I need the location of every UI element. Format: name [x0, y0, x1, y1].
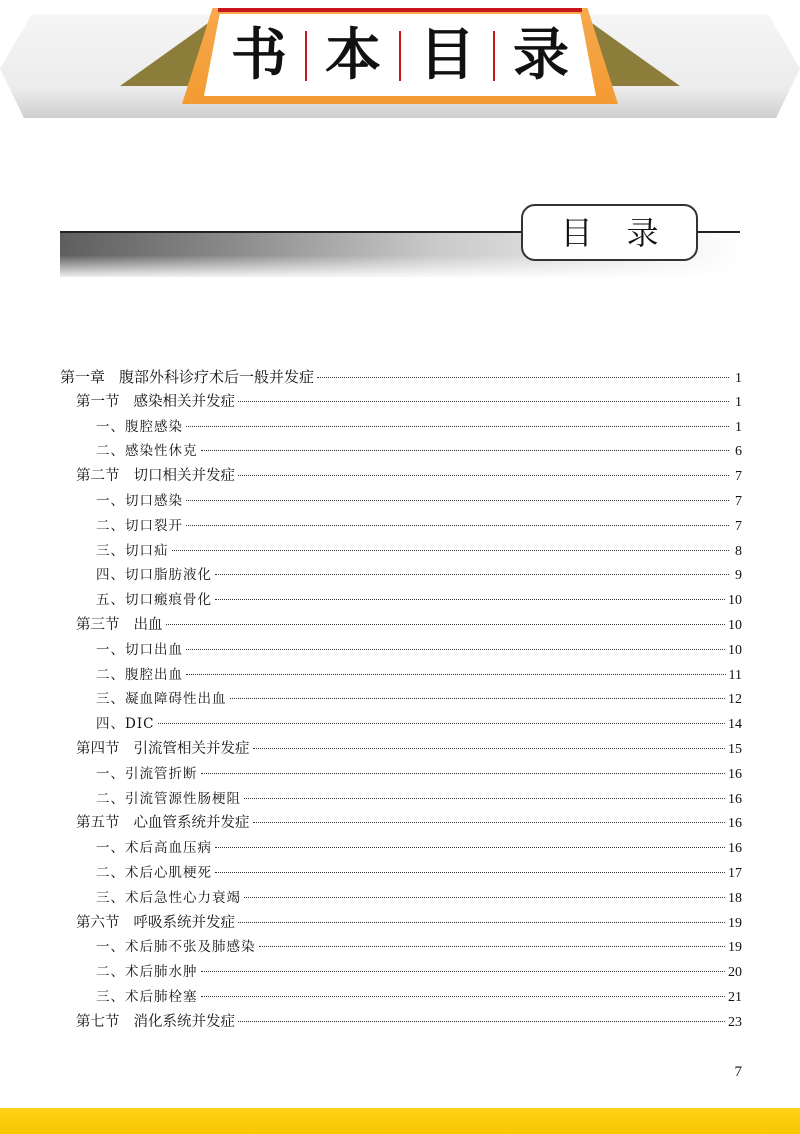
- footer-yellow-bar: [0, 1108, 800, 1134]
- toc-number: 三、: [96, 988, 125, 1005]
- toc-number: 一、: [96, 840, 125, 857]
- toc-dot-leader: [201, 971, 726, 972]
- toc-page-number: 15: [728, 741, 742, 757]
- page-number: 7: [734, 1064, 742, 1080]
- contents-heading-char: 录: [626, 213, 659, 252]
- toc-page-number: 1: [735, 419, 742, 435]
- toc-item-row[interactable]: [60, 514, 742, 539]
- toc-number: 第一章: [60, 368, 106, 386]
- toc-page-number: 16: [728, 766, 742, 782]
- toc-dot-leader: [244, 798, 725, 799]
- toc-title: 切口脂肪液化: [125, 567, 212, 584]
- toc-title: 心血管系统并发症: [133, 815, 250, 832]
- toc-dot-leader: [238, 922, 725, 923]
- toc-page-number: 16: [728, 791, 742, 807]
- toc-title: 术后肺水肿: [125, 964, 198, 981]
- toc-item-row[interactable]: [60, 861, 742, 886]
- toc-number: 二、: [96, 964, 125, 981]
- toc-number: 第四节: [76, 740, 120, 757]
- toc-dot-leader: [253, 822, 726, 823]
- toc-number: 三、: [96, 542, 125, 559]
- toc-number: 二、: [96, 790, 125, 807]
- toc-dot-leader: [186, 525, 729, 526]
- toc-page-number: 6: [735, 444, 742, 460]
- toc-item-row[interactable]: [60, 985, 742, 1010]
- toc-dot-leader: [238, 401, 729, 402]
- toc-section-row[interactable]: [60, 390, 742, 415]
- toc-dot-leader: [201, 450, 730, 451]
- toc-title: 术后肺不张及肺感染: [125, 939, 256, 956]
- toc-number: 一、: [96, 492, 125, 509]
- toc-page-number: 10: [728, 617, 742, 633]
- table-of-contents: [60, 365, 742, 1035]
- toc-section-row[interactable]: [60, 737, 742, 762]
- toc-item-row[interactable]: [60, 439, 742, 464]
- toc-title: 切口瘢痕骨化: [125, 592, 212, 609]
- toc-title: 切口裂开: [125, 517, 183, 534]
- toc-title: 感染相关并发症: [133, 393, 235, 410]
- toc-dot-leader: [172, 550, 730, 551]
- toc-dot-leader: [244, 897, 725, 898]
- toc-dot-leader: [186, 500, 729, 501]
- toc-number: 三、: [96, 691, 125, 708]
- toc-page-number: 7: [735, 518, 742, 534]
- toc-title: 切口感染: [125, 492, 183, 509]
- toc-dot-leader: [166, 624, 726, 625]
- toc-item-row[interactable]: [60, 836, 742, 861]
- toc-page-number: 11: [728, 667, 742, 683]
- toc-item-row[interactable]: [60, 539, 742, 564]
- contents-heading-char: 目: [560, 213, 593, 252]
- toc-number: 第一节: [76, 393, 120, 410]
- toc-page-number: 10: [728, 642, 742, 658]
- toc-title: 引流管相关并发症: [133, 740, 250, 757]
- toc-title: 呼吸系统并发症: [133, 914, 235, 931]
- toc-dot-leader: [259, 946, 726, 947]
- toc-item-row[interactable]: [60, 588, 742, 613]
- toc-number: 五、: [96, 592, 125, 609]
- toc-dot-leader: [238, 1021, 725, 1022]
- banner-red-line: [218, 8, 582, 12]
- banner-char: 书: [231, 23, 287, 88]
- toc-item-row[interactable]: [60, 886, 742, 911]
- toc-number: 一、: [96, 641, 125, 658]
- toc-page-number: 17: [728, 865, 742, 881]
- toc-title: 消化系统并发症: [133, 1013, 235, 1030]
- toc-page-number: 20: [728, 965, 742, 981]
- toc-title: 术后急性心力衰竭: [125, 889, 241, 906]
- toc-item-row[interactable]: [60, 563, 742, 588]
- toc-item-row[interactable]: [60, 687, 742, 712]
- toc-item-row[interactable]: [60, 935, 742, 960]
- toc-item-row[interactable]: [60, 712, 742, 737]
- toc-page-number: 19: [728, 915, 742, 931]
- banner-char: 本: [325, 23, 381, 88]
- toc-number: 四、: [96, 716, 125, 733]
- toc-page-number: 16: [728, 816, 742, 832]
- toc-title: 切口相关并发症: [133, 468, 235, 485]
- toc-dot-leader: [238, 475, 729, 476]
- toc-dot-leader: [186, 649, 725, 650]
- toc-page-number: 23: [728, 1014, 742, 1030]
- toc-dot-leader: [158, 723, 726, 724]
- toc-title: 切口疝: [125, 542, 169, 559]
- toc-number: 一、: [96, 939, 125, 956]
- toc-chapter-row[interactable]: [60, 365, 742, 390]
- toc-dot-leader: [253, 748, 726, 749]
- toc-page-number: 16: [728, 841, 742, 857]
- toc-number: 二、: [96, 443, 125, 460]
- banner-title: [212, 20, 588, 92]
- toc-title: 引流管源性肠梗阻: [125, 790, 241, 807]
- toc-page-number: 7: [735, 493, 742, 509]
- toc-section-row[interactable]: [60, 911, 742, 936]
- top-banner: [0, 0, 800, 130]
- toc-number: 第六节: [76, 914, 120, 931]
- toc-item-row[interactable]: [60, 960, 742, 985]
- toc-title: 腹部外科诊疗术后一般并发症: [119, 368, 315, 386]
- toc-title: 感染性休克: [125, 443, 198, 460]
- contents-heading: [521, 204, 698, 261]
- toc-title: 术后高血压病: [125, 840, 212, 857]
- toc-title: 腹腔感染: [125, 418, 183, 435]
- toc-number: 一、: [96, 418, 125, 435]
- toc-title: DIC: [125, 716, 155, 733]
- toc-title: 引流管折断: [125, 765, 198, 782]
- toc-section-row[interactable]: [60, 613, 742, 638]
- toc-number: 一、: [96, 765, 125, 782]
- toc-page-number: 7: [735, 469, 742, 485]
- toc-title: 术后心肌梗死: [125, 864, 212, 881]
- toc-dot-leader: [186, 674, 726, 675]
- banner-char: 目: [419, 23, 475, 88]
- toc-page-number: 12: [728, 692, 742, 708]
- toc-page-number: 1: [735, 371, 742, 386]
- toc-page-number: 8: [735, 543, 742, 559]
- toc-page-number: 9: [735, 568, 742, 584]
- toc-dot-leader: [230, 698, 726, 699]
- toc-dot-leader: [215, 847, 725, 848]
- toc-number: 三、: [96, 889, 125, 906]
- toc-item-row[interactable]: [60, 489, 742, 514]
- toc-number: 第三节: [76, 616, 120, 633]
- toc-title: 凝血障碍性出血: [125, 691, 227, 708]
- toc-item-row[interactable]: [60, 787, 742, 812]
- toc-page-number: 18: [728, 890, 742, 906]
- toc-title: 切口出血: [125, 641, 183, 658]
- toc-number: 二、: [96, 666, 125, 683]
- toc-item-row[interactable]: [60, 415, 742, 440]
- toc-section-row[interactable]: [60, 1010, 742, 1035]
- banner-char: 录: [513, 23, 569, 88]
- toc-page-number: 10: [728, 593, 742, 609]
- toc-number: 二、: [96, 517, 125, 534]
- toc-dot-leader: [215, 599, 725, 600]
- toc-number: 第二节: [76, 468, 120, 485]
- toc-dot-leader: [317, 377, 729, 378]
- toc-section-row[interactable]: [60, 811, 742, 836]
- toc-number: 二、: [96, 864, 125, 881]
- toc-title: 出血: [133, 616, 163, 633]
- toc-dot-leader: [201, 773, 726, 774]
- toc-page-number: 19: [728, 940, 742, 956]
- toc-item-row[interactable]: [60, 638, 742, 663]
- toc-dot-leader: [215, 872, 725, 873]
- toc-title: 术后肺栓塞: [125, 988, 198, 1005]
- toc-number: 第五节: [76, 815, 120, 832]
- toc-page-number: 14: [728, 717, 742, 733]
- toc-dot-leader: [201, 996, 726, 997]
- toc-title: 腹腔出血: [125, 666, 183, 683]
- toc-dot-leader: [215, 574, 729, 575]
- toc-page-number: 21: [728, 989, 742, 1005]
- toc-section-row[interactable]: [60, 464, 742, 489]
- toc-item-row[interactable]: [60, 663, 742, 688]
- toc-number: 四、: [96, 567, 125, 584]
- toc-number: 第七节: [76, 1013, 120, 1030]
- toc-dot-leader: [186, 426, 729, 427]
- toc-item-row[interactable]: [60, 762, 742, 787]
- toc-page-number: 1: [735, 394, 742, 410]
